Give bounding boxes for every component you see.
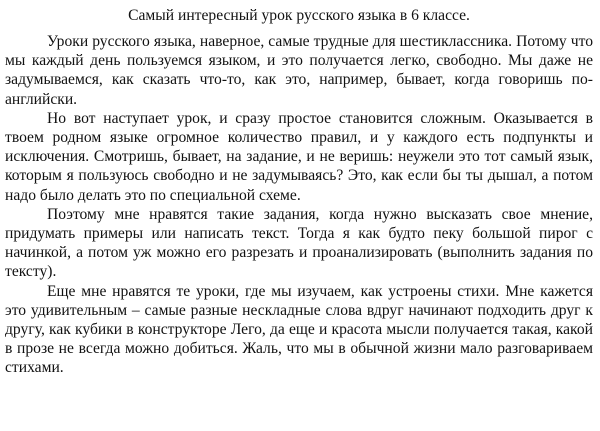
- paragraph-3: Поэтому мне нравятся такие задания, когда нужно высказать свое мнение, придумать примеры или написать текст. Тогда я как будто пеку большой пирог с начинкой, а потом уж можно его разрезать и проанализировать (выполнить задания по тексту).: [5, 205, 593, 281]
- document-title: Самый интересный урок русского языка в 6 классе.: [128, 7, 470, 24]
- paragraph-2: Но вот наступает урок, и сразу простое становится сложным. Оказывается в твоем родном языке огромное количество правил, и у каждого есть подпункты и исключения. Смотришь, бывает, на задание, и не веришь: неужели это тот самый язык, которым я пользуюсь свободно и не задумываясь? Это, как если бы ты дышал, а потом надо было делать это по специальной схеме.: [5, 109, 593, 204]
- paragraph-1: Уроки русского языка, наверное, самые трудные для шестиклассника. Потому что мы каждый день пользуемся языком, и это получается легко, свободно. Мы даже не задумываемся, как сказать что-то, как это, например, бывает, когда говоришь по-английски.: [5, 33, 593, 108]
- paragraph-4: Еще мне нравятся те уроки, где мы изучаем, как устроены стихи. Мне кажется это удивительным – самые разные нескладные слова вдруг начинают подходить друг к другу, как кубики в конструкторе Лего, да еще и красота мысли получается такая, какой в прозе не всегда можно добиться. Жаль, что мы в обычной жизни мало разговариваем стихами.: [5, 282, 593, 377]
